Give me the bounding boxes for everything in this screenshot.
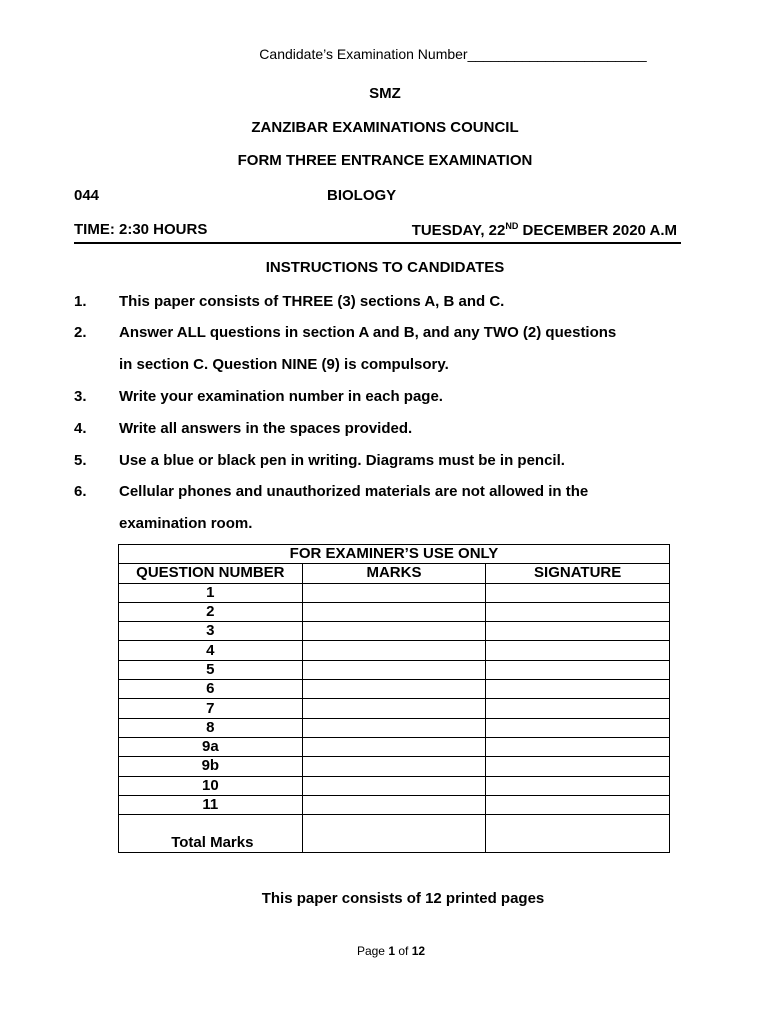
table-row <box>119 718 670 737</box>
exam-name: FORM THREE ENTRANCE EXAMINATION <box>237 152 533 169</box>
table-row <box>119 602 670 621</box>
marks-cell[interactable] <box>302 602 486 621</box>
table-row <box>119 680 670 699</box>
signature-cell[interactable] <box>486 660 670 679</box>
signature-cell[interactable] <box>486 583 670 602</box>
signature-cell[interactable] <box>486 602 670 621</box>
marks-cell[interactable] <box>302 795 486 814</box>
signature-cell[interactable] <box>486 622 670 641</box>
instruction-text: Use a blue or black pen in writing. Diagrams must be in pencil. <box>119 452 565 469</box>
instruction-number: 4. <box>74 420 87 437</box>
instruction-text: examination room. <box>119 515 253 532</box>
signature-cell[interactable] <box>486 680 670 699</box>
question-number-cell: 9b <box>119 757 303 776</box>
marks-cell[interactable] <box>302 641 486 660</box>
signature-cell[interactable] <box>486 699 670 718</box>
pages-note: This paper consists of 12 printed pages <box>261 890 545 907</box>
table-row <box>119 776 670 795</box>
instruction-number: 3. <box>74 388 87 405</box>
table-row <box>119 757 670 776</box>
header-marks: MARKS <box>302 564 486 583</box>
instruction-text: This paper consists of THREE (3) sections A, B and C. <box>119 293 505 310</box>
marks-cell[interactable] <box>302 699 486 718</box>
table-row <box>119 660 670 679</box>
question-number-cell: 9a <box>119 737 303 756</box>
examiner-table <box>118 544 670 853</box>
instruction-text: Answer ALL questions in section A and B, and any TWO (2) questions <box>119 324 617 341</box>
table-row <box>119 699 670 718</box>
examiner-table-title: FOR EXAMINER’S USE ONLY <box>119 545 670 564</box>
question-number-cell: 6 <box>119 680 303 699</box>
question-number-cell: 5 <box>119 660 303 679</box>
total-marks-label: Total Marks <box>119 815 303 853</box>
instructions-title: INSTRUCTIONS TO CANDIDATES <box>265 259 505 276</box>
signature-cell[interactable] <box>486 757 670 776</box>
table-row <box>119 583 670 602</box>
instruction-number: 6. <box>74 483 87 500</box>
signature-cell[interactable] <box>486 737 670 756</box>
instruction-text: in section C. Question NINE (9) is compulsory. <box>119 356 449 373</box>
total-marks-cell[interactable] <box>302 815 486 853</box>
candidate-number-line: Candidate’s Examination Number_______________________ <box>259 46 647 62</box>
page-number: Page 1 of 12 <box>356 944 426 958</box>
marks-cell[interactable] <box>302 718 486 737</box>
question-number-cell: 4 <box>119 641 303 660</box>
marks-cell[interactable] <box>302 660 486 679</box>
signature-cell[interactable] <box>486 776 670 795</box>
signature-cell[interactable] <box>486 718 670 737</box>
subject-title: BIOLOGY <box>327 187 397 204</box>
table-row <box>119 795 670 814</box>
header-signature: SIGNATURE <box>486 564 670 583</box>
table-row <box>119 641 670 660</box>
marks-cell[interactable] <box>302 757 486 776</box>
total-row <box>119 815 670 853</box>
signature-cell[interactable] <box>486 641 670 660</box>
question-number-cell: 10 <box>119 776 303 795</box>
question-number-cell: 2 <box>119 602 303 621</box>
header-question-number: QUESTION NUMBER <box>119 564 303 583</box>
question-number-cell: 8 <box>119 718 303 737</box>
org-code: SMZ <box>369 85 401 102</box>
instruction-text: Write your examination number in each page. <box>119 388 443 405</box>
question-number-cell: 3 <box>119 622 303 641</box>
question-number-cell: 1 <box>119 583 303 602</box>
exam-duration: TIME: 2:30 HOURS <box>74 221 208 238</box>
marks-cell[interactable] <box>302 776 486 795</box>
instruction-number: 5. <box>74 452 87 469</box>
signature-cell[interactable] <box>486 795 670 814</box>
header-rule <box>74 242 681 244</box>
instruction-number: 1. <box>74 293 87 310</box>
marks-cell[interactable] <box>302 737 486 756</box>
paper-code: 044 <box>74 187 100 204</box>
instruction-text: Cellular phones and unauthorized materials are not allowed in the <box>119 483 589 500</box>
instruction-number: 2. <box>74 324 87 341</box>
exam-date: TUESDAY, 22ND DECEMBER 2020 A.M <box>411 221 677 239</box>
marks-cell[interactable] <box>302 622 486 641</box>
question-number-cell: 11 <box>119 795 303 814</box>
table-row <box>119 622 670 641</box>
council-name: ZANZIBAR EXAMINATIONS COUNCIL <box>251 119 519 136</box>
question-number-cell: 7 <box>119 699 303 718</box>
marks-cell[interactable] <box>302 583 486 602</box>
marks-cell[interactable] <box>302 680 486 699</box>
table-row <box>119 737 670 756</box>
instruction-text: Write all answers in the spaces provided. <box>119 420 413 437</box>
total-signature-cell[interactable] <box>486 815 670 853</box>
